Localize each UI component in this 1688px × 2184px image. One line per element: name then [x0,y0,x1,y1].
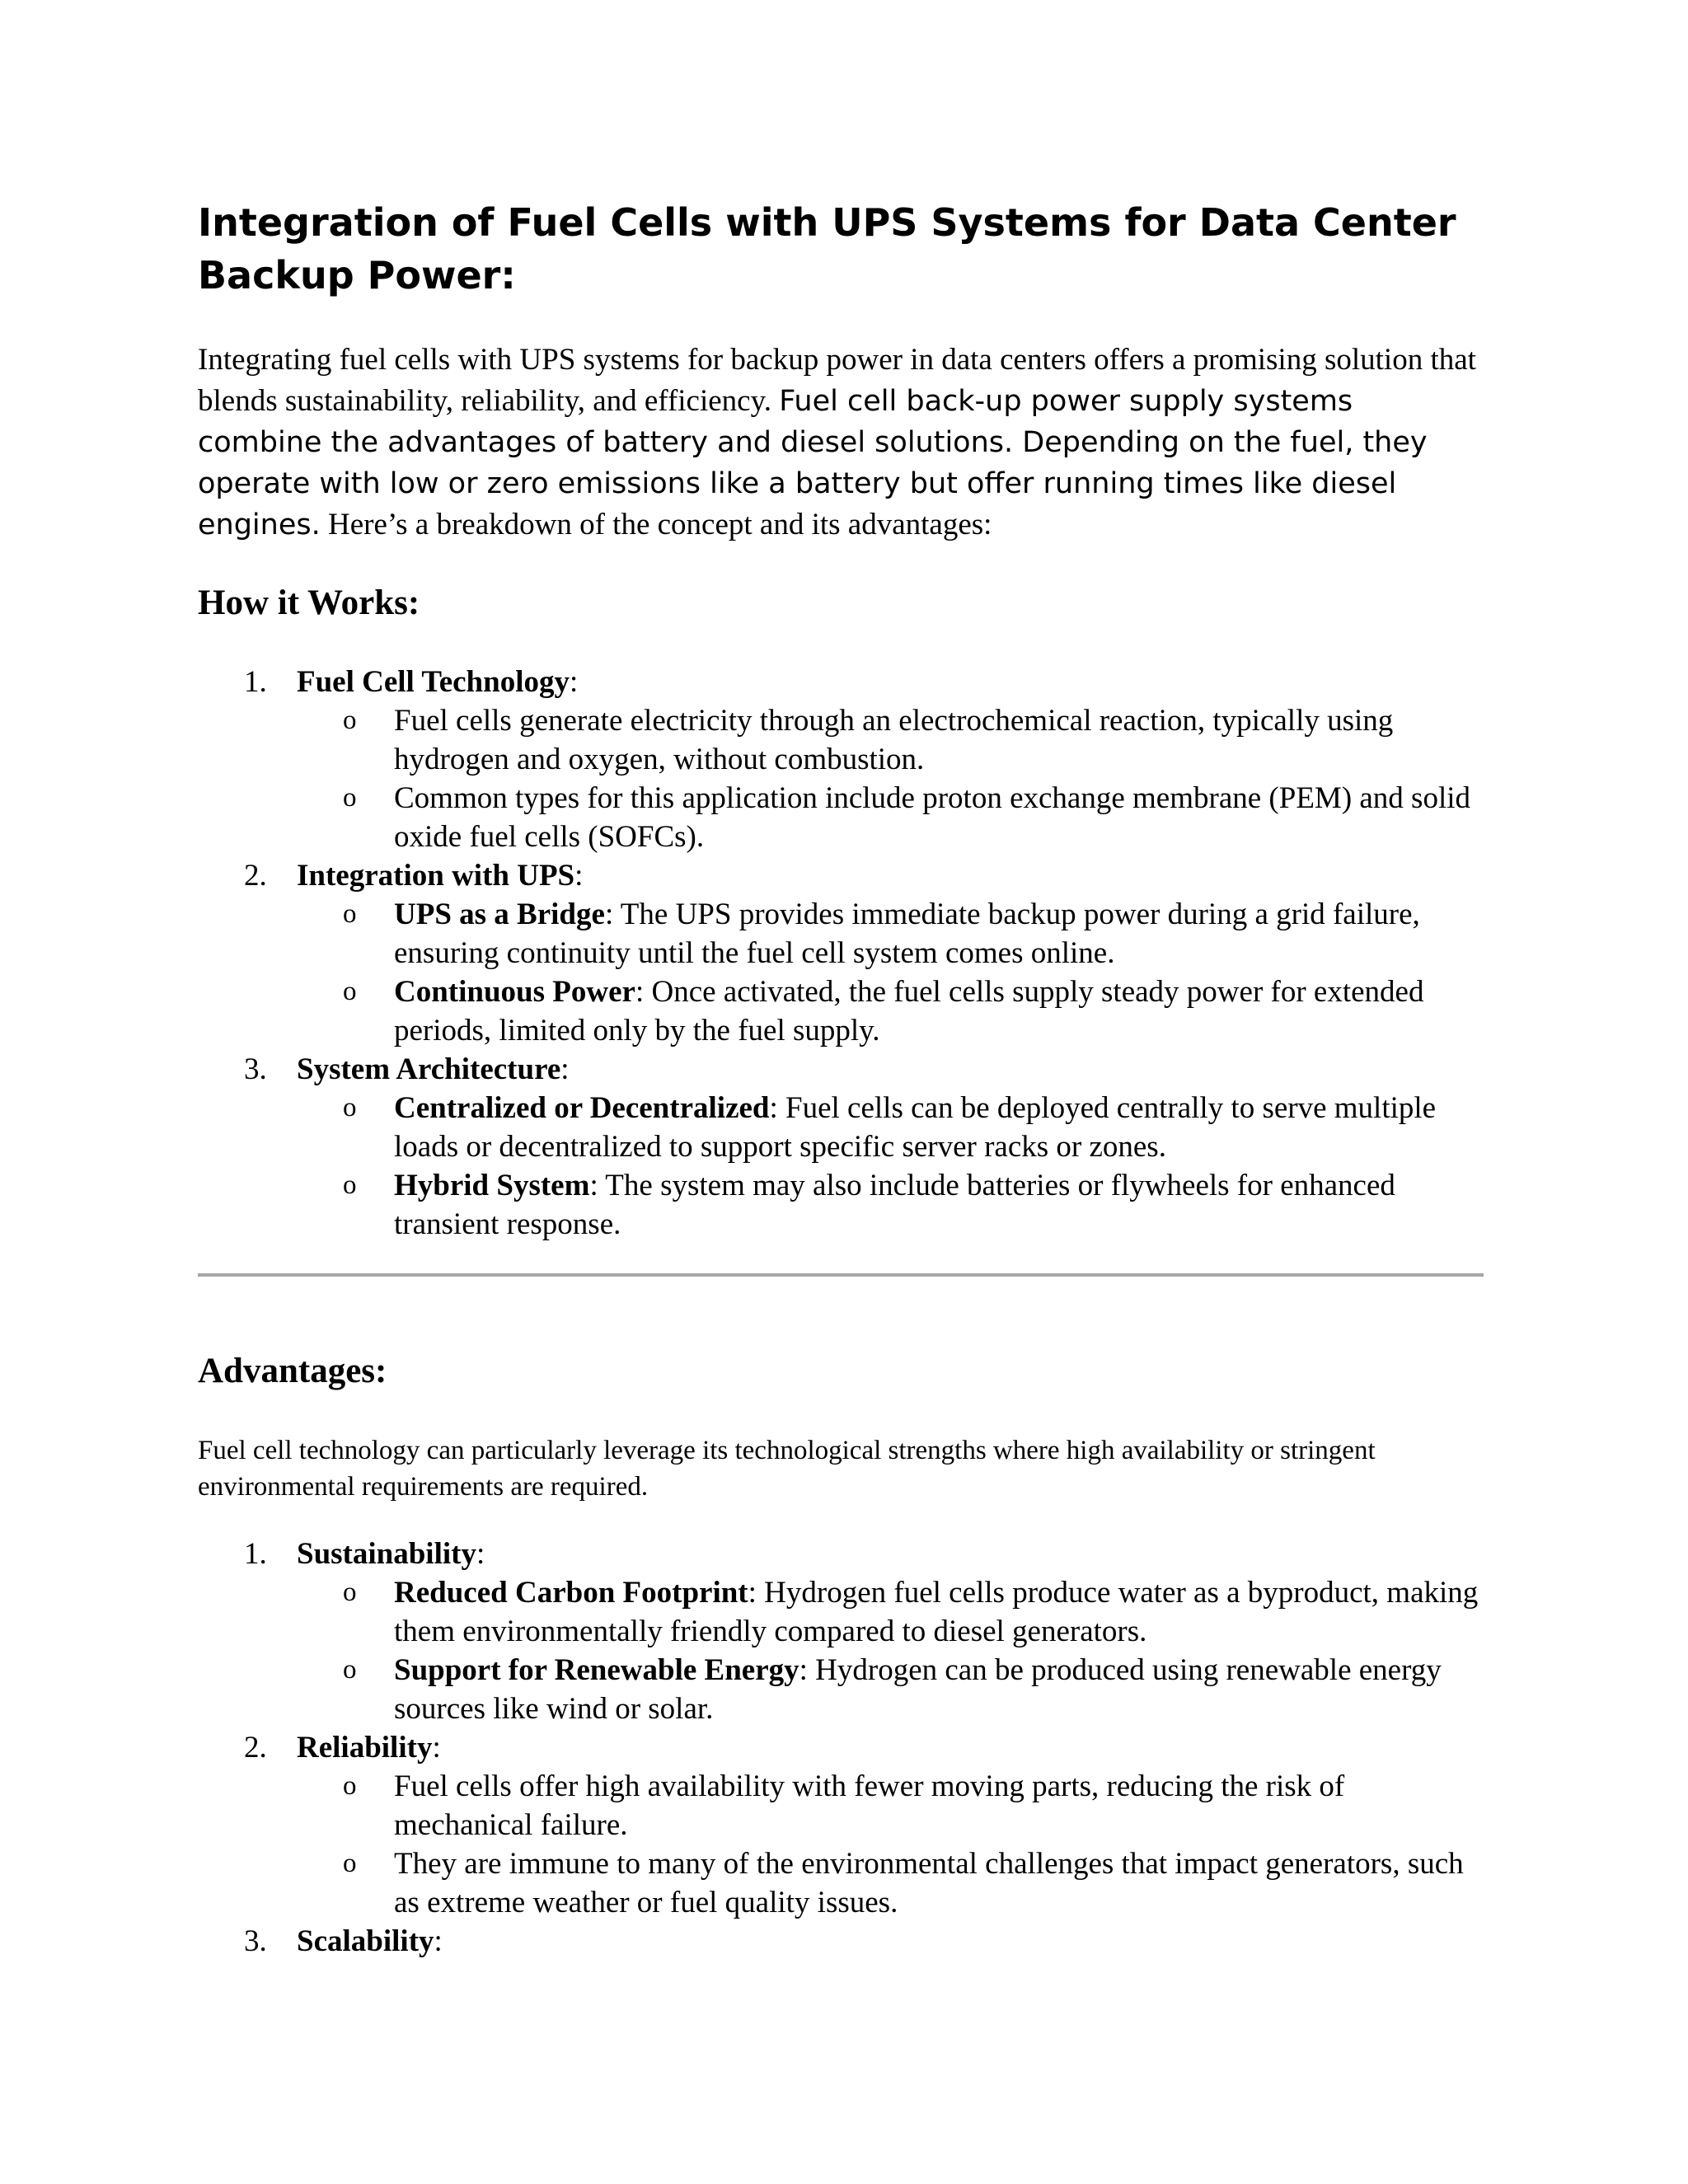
how-it-works-heading: How it Works: [198,583,420,622]
bullet-icon: o [343,977,357,1006]
sub-item-text: : Once activated, the fuel cells supply steady power for extended periods, limited only by the fuel supply. [394,975,1424,1047]
list-item-suffix: : [434,1924,443,1958]
list-item-suffix: : [432,1731,441,1765]
list-item-suffix: : [560,1052,570,1086]
how-it-works-list [0,663,1688,1244]
sub-item-bold-term: Reduced Carbon Footprint [394,1576,748,1610]
list-item-label: Reliability [297,1731,433,1765]
list-item-number: 3. [244,1924,267,1958]
list-item-label: Sustainability [297,1537,476,1571]
sub-list-item [0,701,1490,779]
sub-item-text: Fuel cells generate electricity through an electrochemical reaction, typically using hydrogen and oxygen, without combustion. [394,704,1394,776]
list-item-header [0,1922,1688,1961]
list-item [0,663,1688,856]
list-item-number: 2. [244,1731,267,1765]
intro-text-gap [321,508,328,541]
advantages-heading: Advantages: [198,1352,387,1390]
bullet-icon: o [343,1849,357,1878]
list-item-header [0,856,1688,895]
intro-paragraph [198,340,1484,546]
list-item [0,1050,1688,1244]
bullet-icon: o [343,1577,357,1607]
intro-text-part2: Fuel cell back-up power supply systems combine the advantages of battery and diesel solutions. Depending on the fuel, they operate with low or zero emissions like a battery but offer running times like diesel engines. [198,385,1428,541]
sub-list-item [0,779,1490,856]
intro-text-part1: Integrating fuel cells with UPS systems for backup power in data centers offers a promising solution that blends sustainability, reliability, and efficiency. [198,343,1476,418]
sub-item-text: : Hydrogen fuel cells produce water as a byproduct, making them environmentally friendly compared to diesel generators. [394,1576,1479,1648]
advantages-list [0,1535,1688,1961]
sub-item-text: : Hydrogen can be produced using renewable energy sources like wind or solar. [394,1653,1442,1726]
bullet-icon: o [343,1771,357,1801]
bullet-icon: o [343,1655,357,1685]
list-item [0,1535,1688,1728]
sub-item-text: Fuel cells offer high availability with fewer moving parts, reducing the risk of mechanical failure. [394,1769,1345,1842]
sub-item-text: They are immune to many of the environmental challenges that impact generators, such as extreme weather or fuel quality issues. [394,1847,1464,1919]
sub-item-bold-term: UPS as a Bridge [394,898,605,931]
list-item-header [0,1535,1688,1573]
bullet-icon: o [343,899,357,929]
list-item-number: 1. [244,1537,267,1571]
bullet-icon: o [343,705,357,735]
sub-list-item [0,1166,1490,1244]
list-item-label: System Architecture [297,1052,561,1086]
bullet-icon: o [343,783,357,813]
list-item-label: Scalability [297,1924,434,1958]
sub-item-text: Common types for this application include proton exchange membrane (PEM) and solid oxide fuel cells (SOFCs). [394,781,1471,854]
list-item-number: 3. [244,1052,267,1086]
sub-item-bold-term: Support for Renewable Energy [394,1653,799,1687]
list-item [0,856,1688,1050]
sub-list-item [0,1651,1490,1728]
list-item-header [0,1050,1688,1089]
sub-item-bold-term: Hybrid System [394,1169,590,1202]
sub-item-bold-term: Continuous Power [394,975,635,1009]
bullet-icon: o [343,1170,357,1200]
list-item-header [0,663,1688,701]
sub-list-item [0,1844,1490,1922]
sub-item-text: : Fuel cells can be deployed centrally to serve multiple loads or decentralized to support specific server racks or zones. [394,1091,1437,1164]
sub-list-item [0,895,1490,972]
section-divider [198,1273,1484,1277]
list-item-label: Fuel Cell Technology [297,665,570,699]
list-item-suffix: : [476,1537,485,1571]
sub-list-item [0,1089,1490,1166]
document-title: Integration of Fuel Cells with UPS Systems for Data Center Backup Power: [198,200,1456,298]
sub-item-text: : The system may also include batteries or flywheels for enhanced transient response. [394,1169,1395,1241]
bullet-icon: o [343,1093,357,1122]
list-item-suffix: : [569,665,579,699]
advantages-intro: Fuel cell technology can particularly leverage its technological strengths where high availability or stringent environmental requirements are required. [198,1436,1376,1502]
list-item-header [0,1728,1688,1767]
sub-list-item [0,1767,1490,1844]
list-item-label: Integration with UPS [297,859,575,893]
sub-list-item [0,972,1490,1050]
intro-text-part3: Here’s a breakdown of the concept and its advantages: [327,508,992,541]
list-item-suffix: : [574,859,584,893]
list-item [0,1922,1688,1961]
sub-list-item [0,1573,1490,1651]
list-item-number: 1. [244,665,267,699]
sub-item-text: : The UPS provides immediate backup power during a grid failure, ensuring continuity until the fuel cell system comes online. [394,898,1420,970]
sub-item-bold-term: Centralized or Decentralized [394,1091,770,1125]
list-item-number: 2. [244,859,267,893]
list-item [0,1728,1688,1922]
